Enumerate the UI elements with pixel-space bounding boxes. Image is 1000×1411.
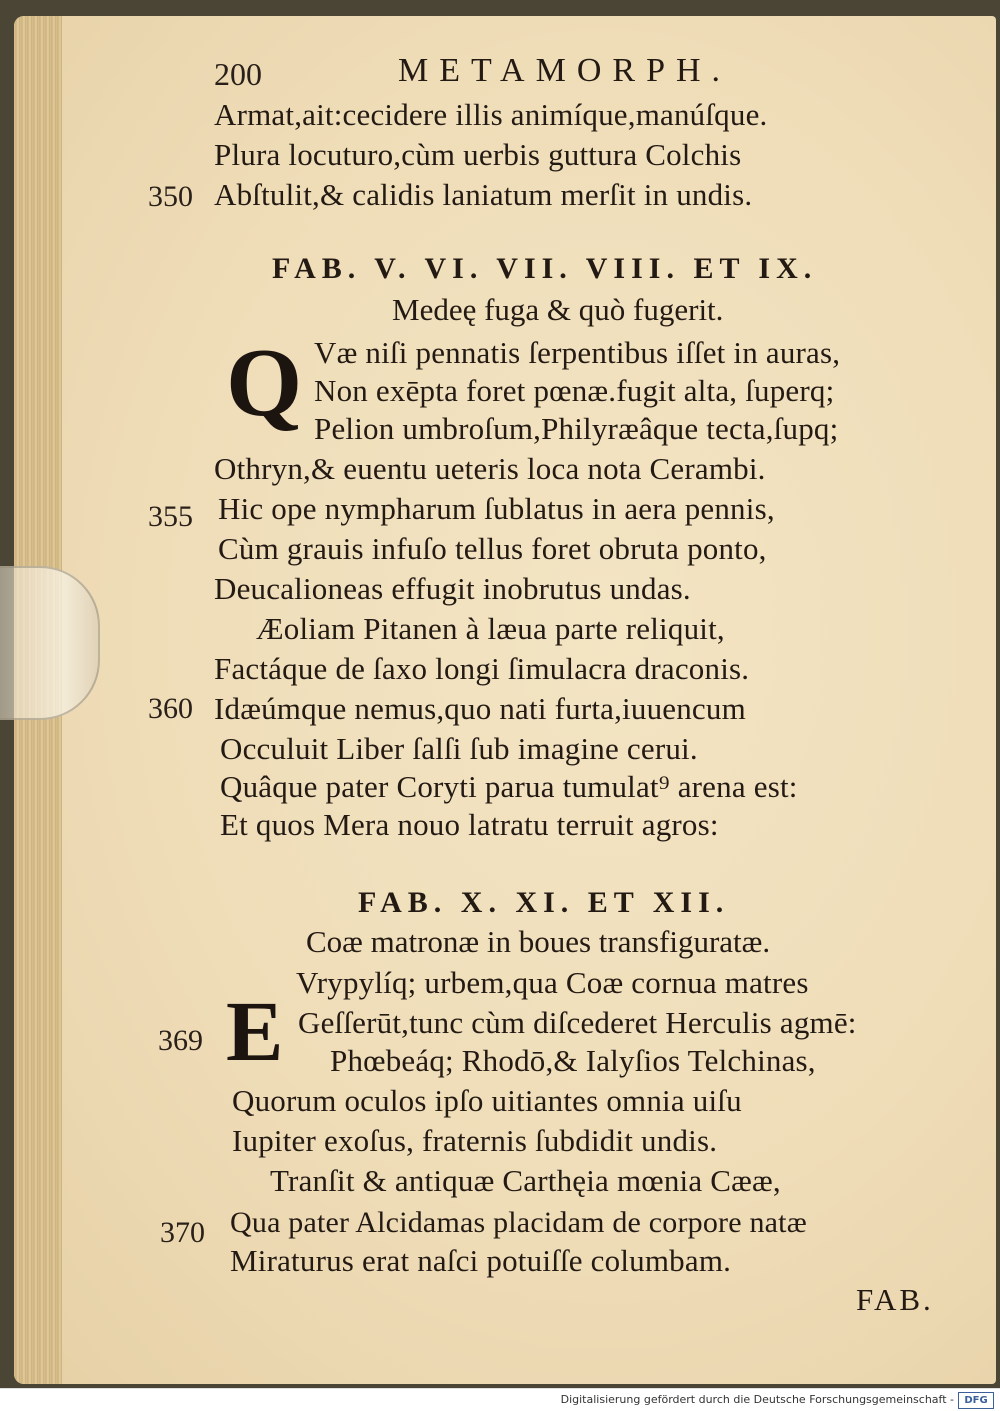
page-clip xyxy=(0,566,100,720)
section-heading: FAB. X. XI. ET XII. xyxy=(358,886,730,919)
section-subtitle: Coæ matronæ in boues transfiguratæ. xyxy=(306,924,771,959)
verse-line: Plura locuturo,cùm uerbis guttura Colchis xyxy=(214,137,742,172)
verse-line: Abſtulit,& calidis laniatum merſit in undis. xyxy=(214,177,753,212)
verse-line: Miraturus erat naſci potuiſſe columbam. xyxy=(230,1243,732,1278)
verse-line: Idæúmque nemus,quo nati furta,iuuencum xyxy=(214,691,746,726)
drop-capital: Q xyxy=(226,329,303,437)
line-number: 355 xyxy=(148,500,193,533)
catchword: FAB. xyxy=(856,1282,934,1317)
verse-line: Vrypylíq; urbem,qua Coæ cornua matres xyxy=(296,965,809,1000)
verse-line: Quâque pater Coryti parua tumulat⁹ arena est: xyxy=(220,769,798,804)
verse-line: Othryn,& euentu ueteris loca nota Cerambi. xyxy=(214,451,766,486)
verse-line: Væ niſi pennatis ſerpentibus iſſet in auras, xyxy=(314,335,841,370)
verse-line: Non exēpta foret pœnæ.fugit alta, ſuperq; xyxy=(314,373,835,408)
verse-line: Deucalioneas effugit inobrutus undas. xyxy=(214,571,691,606)
verse-line: Qua pater Alcidamas placidam de corpore natæ xyxy=(230,1206,807,1239)
line-number: 369 xyxy=(158,1024,203,1057)
verse-line: Geſſerūt,tunc cùm diſcederet Herculis agmē: xyxy=(298,1005,857,1040)
verse-line: Cùm grauis infuſo tellus foret obruta ponto, xyxy=(218,531,767,566)
verse-line: Quorum oculos ipſo uitiantes omnia uiſu xyxy=(232,1083,742,1118)
line-number: 360 xyxy=(148,692,193,725)
verse-line: Factáque de ſaxo longi ſimulacra draconis. xyxy=(214,651,750,686)
drop-capital: E xyxy=(226,983,284,1079)
funding-credit: Digitalisierung gefördert durch die Deutsche Forschungsgemeinschaft - xyxy=(560,1393,954,1406)
verse-line: Pelion umbroſum,Philyræâque tecta,ſupq; xyxy=(314,411,839,446)
verse-line: Hic ope nympharum ſublatus in aera pennis, xyxy=(218,491,775,526)
verse-line: Phœbeáq; Rhodō,& Ialyſios Telchinas, xyxy=(330,1043,816,1078)
verse-line: Occuluit Liber ſalſi ſub imagine cerui. xyxy=(220,731,698,766)
verse-line: Armat,ait:cecidere illis animíque,manúſque. xyxy=(214,97,768,132)
section-subtitle: Medeę fuga & quò fugerit. xyxy=(392,292,724,327)
page-number: 200 xyxy=(214,56,262,92)
dfg-logo: DFG xyxy=(958,1392,994,1409)
verse-line: Tranſit & antiquæ Carthęia mœnia Cææ, xyxy=(270,1163,781,1198)
section-heading: FAB. V. VI. VII. VIII. ET IX. xyxy=(272,252,818,285)
running-head: METAMORPH. xyxy=(398,52,732,89)
line-number: 350 xyxy=(148,180,193,213)
verse-line: Æoliam Pitanen à læua parte reliquit, xyxy=(256,611,725,646)
line-number: 370 xyxy=(160,1216,205,1249)
footer-bar xyxy=(0,1388,1000,1411)
verse-line: Et quos Mera nouo latratu terruit agros: xyxy=(220,807,719,842)
verse-line: Iupiter exoſus, fraternis ſubdidit undis. xyxy=(232,1123,718,1158)
